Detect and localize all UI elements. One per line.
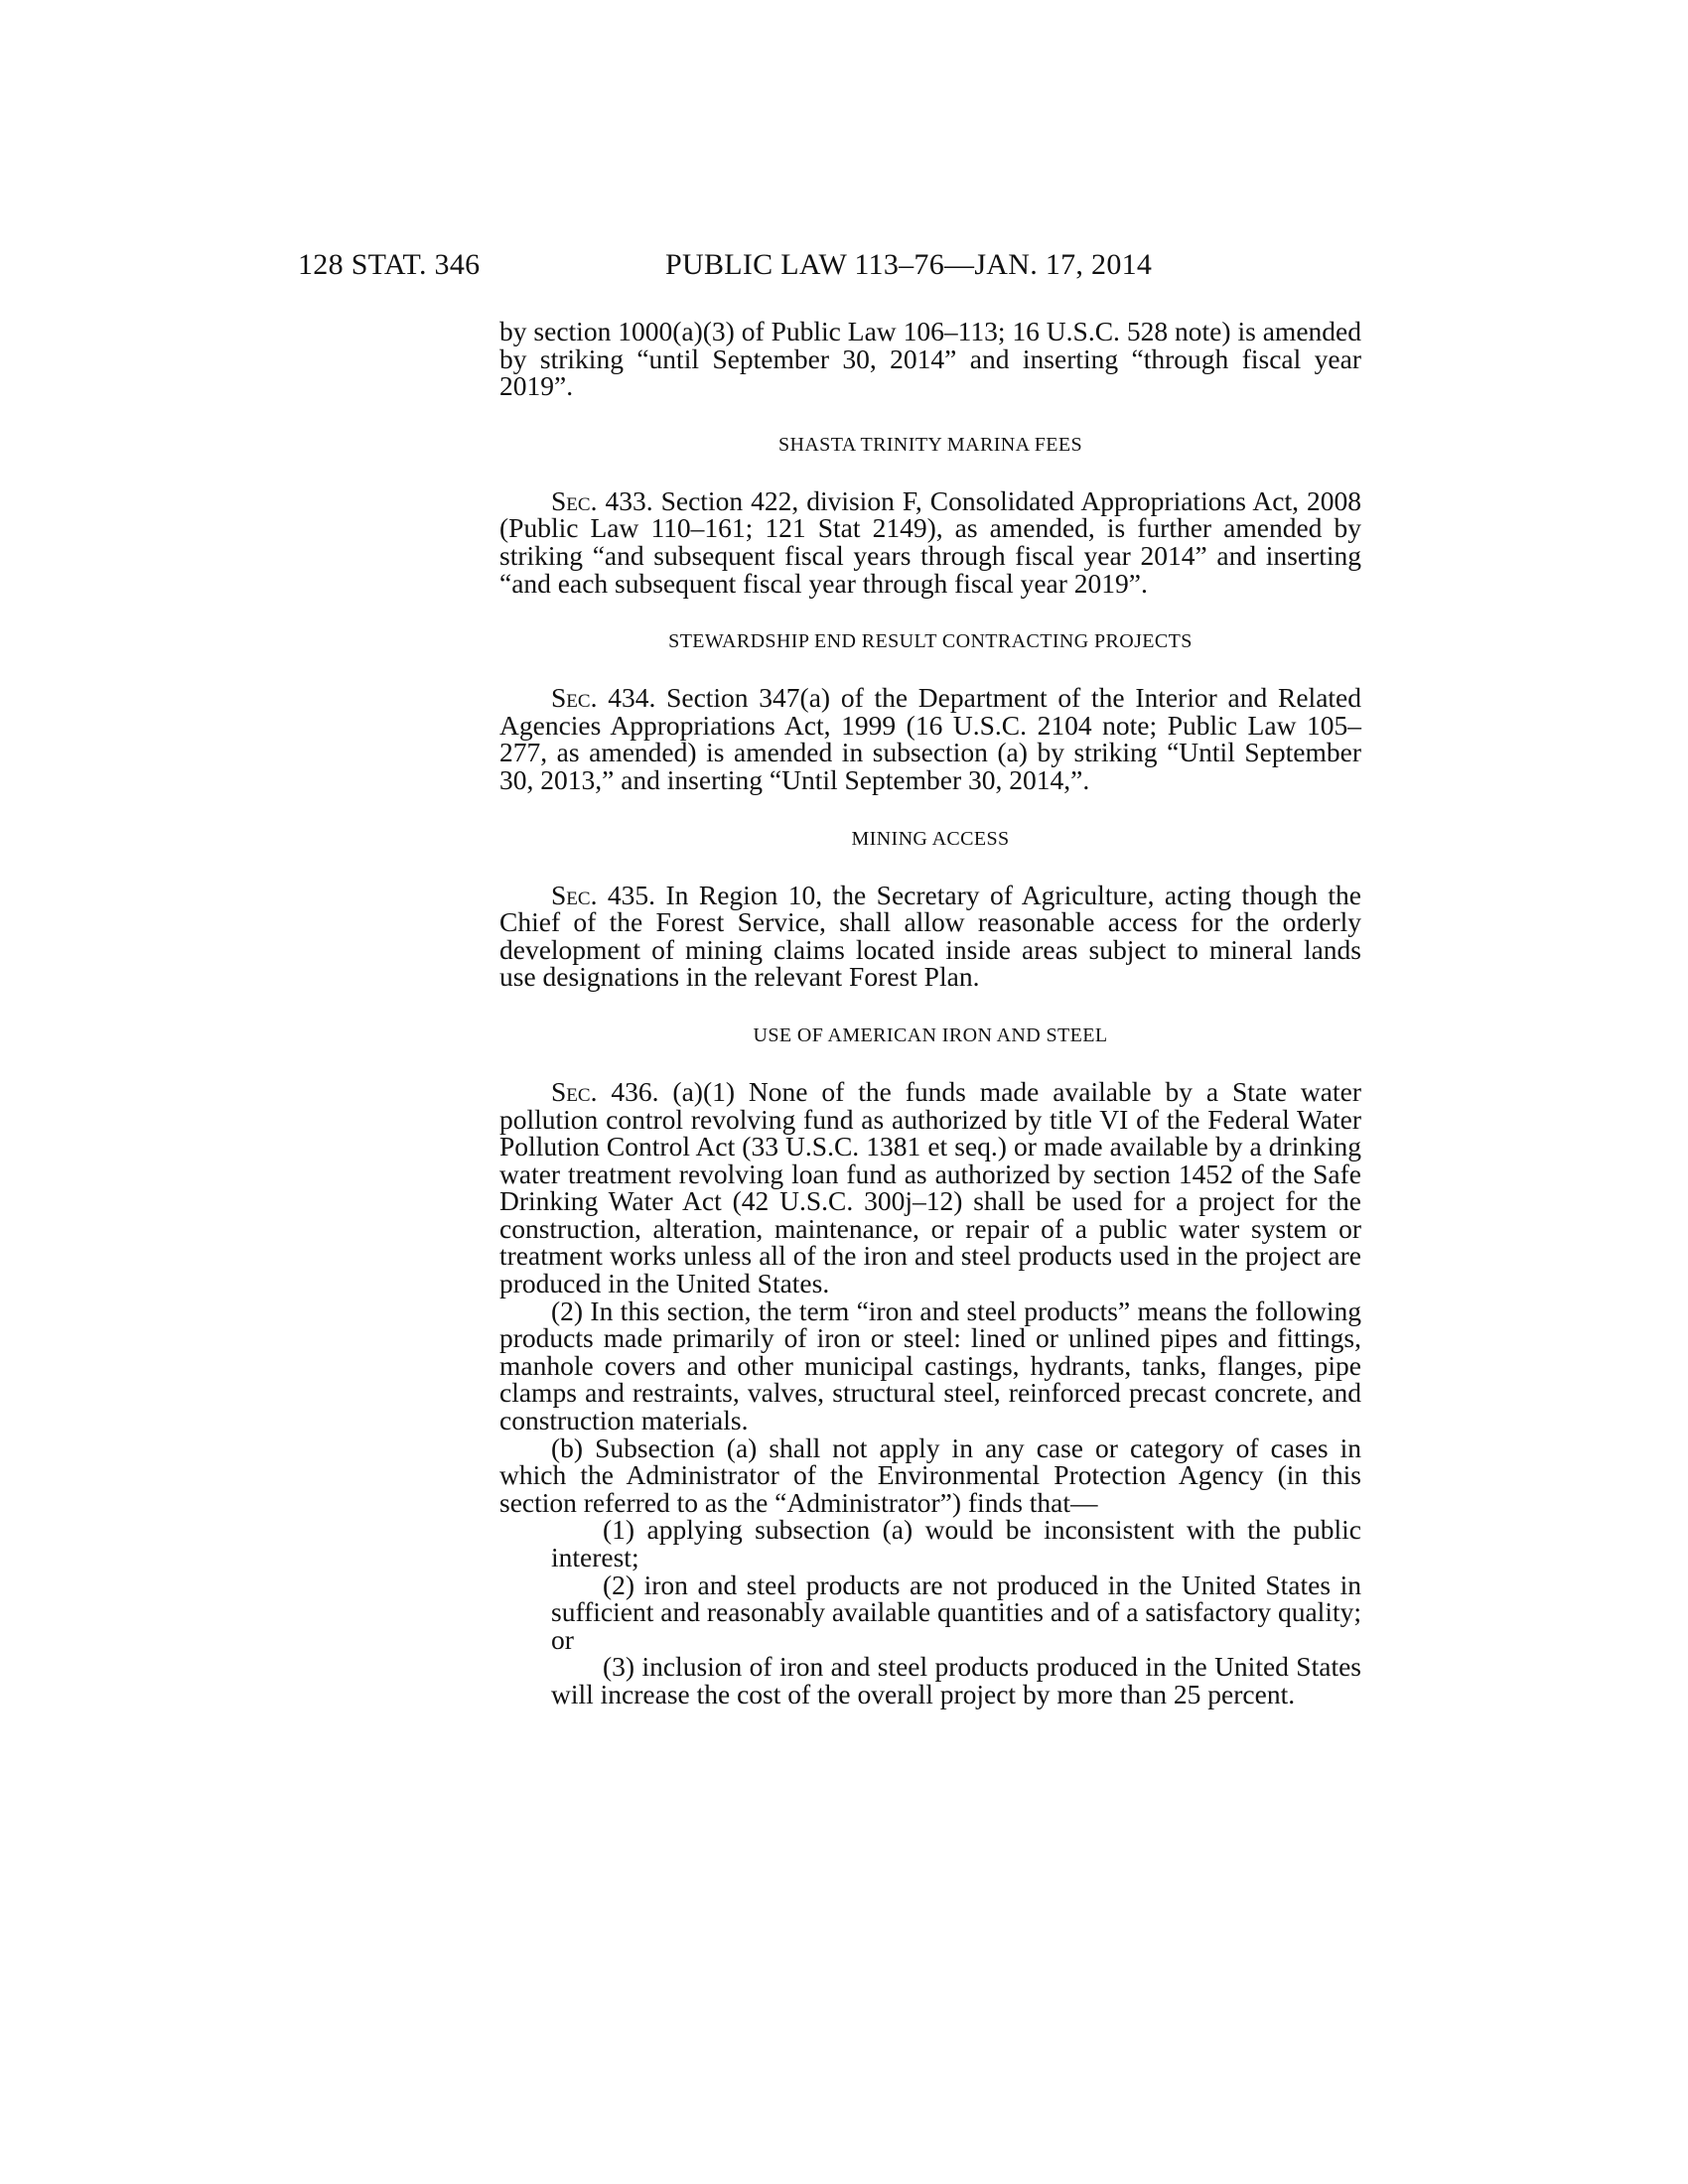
section-436-a2: (2) In this section, the term “iron and steel products” means the following products made primarily of iron or steel: lined or unlined pipes and fittings, manhole covers and other municipal castings, hydrants, tanks, flanges, pipe clamps and restraints, valves, structural steel, reinforced precast concrete, and construction materials. — [499, 1295, 1361, 1436]
running-head: PUBLIC LAW 113–76—JAN. 17, 2014 — [665, 248, 1153, 281]
section-label: Sec. 435. — [551, 879, 656, 910]
section-caption-shasta: SHASTA TRINITY MARINA FEES — [777, 433, 1083, 456]
section-caption-iron-steel: USE OF AMERICAN IRON AND STEEL — [753, 1024, 1108, 1046]
section-436-b3: (3) inclusion of iron and steel products produced in the United States will increase the cost of the overall project by more than 25 percent. — [551, 1651, 1361, 1709]
section-caption-stewardship: STEWARDSHIP END RESULT CONTRACTING PROJECTS — [668, 630, 1193, 653]
section-label: Sec. 436. — [551, 1075, 659, 1107]
section-text: Section 347(a) of the Department of the Interior and Related Agencies Appropriations Act, 1999 (16 U.S.C. 2104 note; Public Law 105–277, as amended) is amended in subsection (a) by striking “Until September 30, 2013,” and inserting “Until September 30, 2014,”. — [499, 682, 1361, 795]
section-text: In Region 10, the Secretary of Agriculture, acting though the Chief of the Forest Service, shall allow reasonable access for the orderly development of mining claims located inside areas subject to mineral lands use designations in the relevant Forest Plan. — [499, 879, 1362, 993]
section-caption-mining: MINING ACCESS — [851, 827, 1010, 850]
section-436-b2: (2) iron and steel products are not produced in the United States in sufficient and reasonably available quantities and of a satisfactory quality; or — [551, 1569, 1361, 1655]
section-label: Sec. 434. — [551, 682, 656, 714]
section-436-a1 — [499, 1075, 1361, 1299]
continued-paragraph: by section 1000(a)(3) of Public Law 106–113; 16 U.S.C. 528 note) is amended by striking “until September 30, 2014” and inserting “through fiscal year 2019”. — [499, 316, 1361, 402]
section-436-b: (b) Subsection (a) shall not apply in any case or category of cases in which the Administrator of the Environmental Protection Agency (in this section referred to as the “Administrator”) finds that— — [499, 1432, 1361, 1518]
page-header — [0, 248, 1688, 288]
section-435 — [499, 879, 1362, 993]
section-433 — [499, 484, 1361, 599]
section-label: Sec. 433. — [551, 484, 653, 516]
statute-page-reference: 128 STAT. 346 — [298, 248, 481, 281]
document-body — [499, 318, 1361, 1708]
section-text: (a)(1) None of the funds made available by a State water pollution control revolving fund as authorized by title VI of the Federal Water Pollution Control Act (33 U.S.C. 1381 et seq.) or made available by a drinking water treatment revolving loan fund as authorized by section 1452 of the Safe Drinking Water Act (42 U.S.C. 300j–12) shall be used for a project for the construction, alteration, maintenance, or repair of a public water system or treatment works unless all of the iron and steel products used in the project are produced in the United States. — [499, 1075, 1361, 1299]
section-text: Section 422, division F, Consolidated Appropriations Act, 2008 (Public Law 110–161; 121 Stat 2149), as amended, is further amended by striking “and subsequent fiscal years through fiscal year 2014” and inserting “and each subsequent fiscal year through fiscal year 2019”. — [499, 484, 1361, 599]
section-434 — [499, 684, 1361, 793]
section-436-b1: (1) applying subsection (a) would be inconsistent with the public interest; — [551, 1514, 1361, 1572]
